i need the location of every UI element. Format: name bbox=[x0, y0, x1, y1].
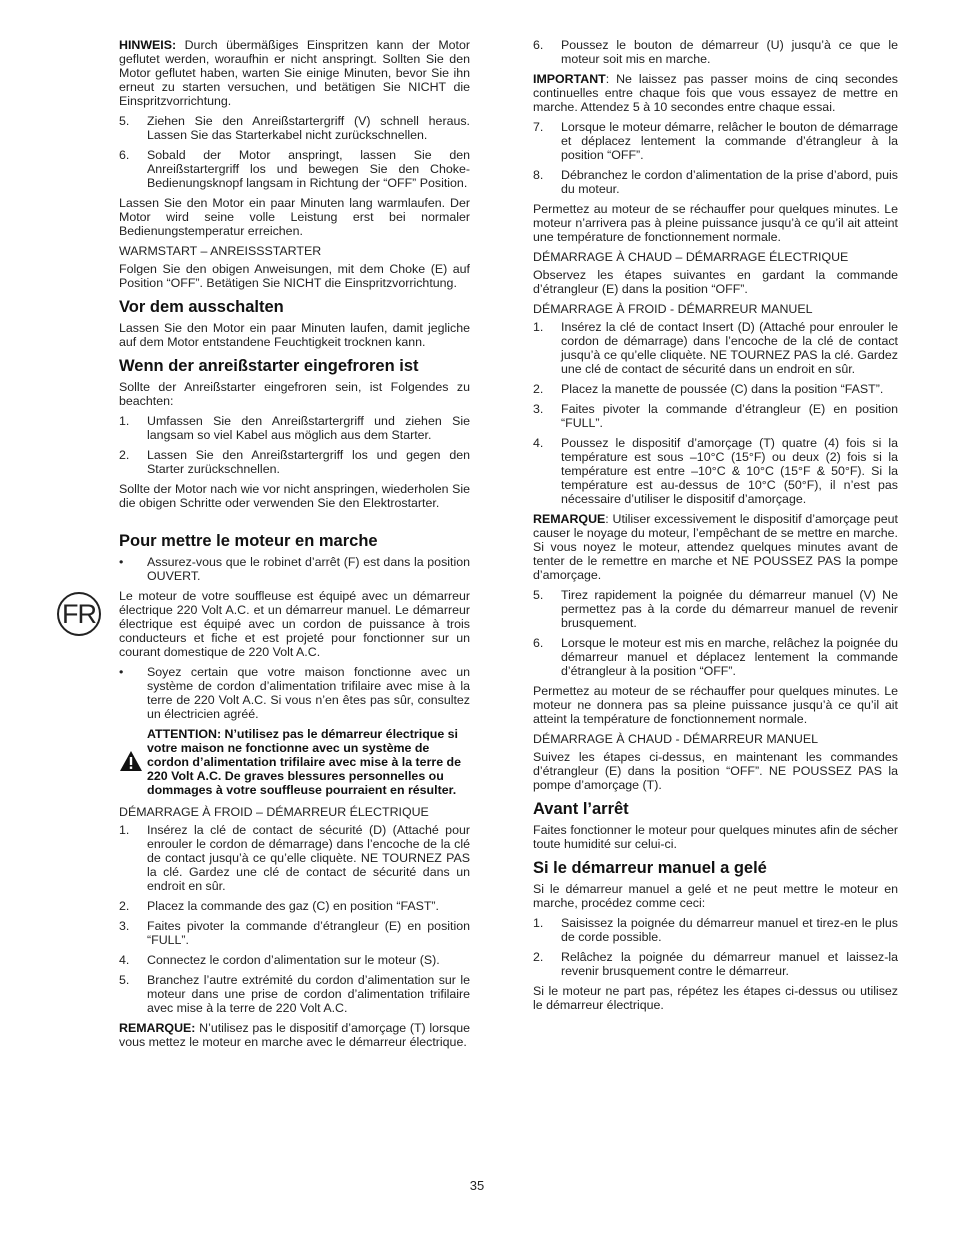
list-item: 2. Placez la manette de poussée (C) dans la position “FAST”. bbox=[533, 382, 884, 396]
page-number: 35 bbox=[469, 1178, 485, 1193]
steps-mid bbox=[533, 120, 898, 196]
list-item: 2. Relâchez la poignée du démarreur manuel et laissez-la revenir brusquement contre le démarreur. bbox=[533, 950, 898, 978]
left-column bbox=[119, 38, 470, 1055]
language-badge: FR bbox=[57, 592, 101, 636]
list-item: 2. Lassen Sie den Anreißstartergriff los und gegen den Starter zurückschnellen. bbox=[119, 448, 470, 476]
ausschalten-paragraph: Lassen Sie den Motor ein paar Minuten laufen, damit jegliche auf dem Motor entstandene Feuchtigkeit trocknen kann. bbox=[119, 321, 470, 349]
list-item: 6. Poussez le bouton de démarreur (U) jusqu’à ce que le moteur soit mis en marche. bbox=[533, 38, 898, 66]
marche-bullets-2 bbox=[119, 665, 470, 721]
warmup-paragraph: Lassen Sie den Motor ein paar Minuten lang warmlaufen. Der Motor wird seine volle Leistung erst bei normaler Bedienungstemperatur erreichen. bbox=[119, 196, 470, 238]
eingefroren-outro: Sollte der Motor nach wie vor nicht anspringen, wiederholen Sie die obigen Schritte oder verwenden Sie den Elektrostarter. bbox=[119, 482, 470, 510]
list-item: 8. Débranchez le cordon d’alimentation de la prise d’abord, puis du moteur. bbox=[533, 168, 898, 196]
gele-outro: Si le moteur ne part pas, répétez les étapes ci-dessus ou utilisez le démarreur électrique. bbox=[533, 984, 898, 1012]
list-item: • Assurez-vous que le robinet d’arrêt (F) est dans la position OUVERT. bbox=[119, 555, 470, 583]
hinweis-paragraph bbox=[119, 38, 470, 108]
arret-paragraph: Faites fonctionner le moteur pour quelques minutes afin de sécher toute humidité sur celui-ci. bbox=[533, 823, 898, 851]
hot-electric-paragraph: Observez les étapes suivantes en gardant la commande d’étrangleur (E) dans la position “OFF”. bbox=[533, 268, 898, 296]
warmstart-paragraph: Folgen Sie den obigen Anweisungen, mit dem Choke (E) auf Position “OFF”. Betätigen Sie NICHT die Einspritzvorrichtung. bbox=[119, 262, 470, 290]
warm-paragraph: Permettez au moteur de se réchauffer pour quelques minutes. Le moteur n’arrivera pas à pleine puissance jusqu’à ce qu’il ait atteint une température de fonctionnement normale. bbox=[533, 202, 898, 244]
list-item: 1. Insérez la clé de contact Insert (D) (Attaché pour enrouler le cordon de démarrage) dans l’encoche de la clé de contact jusqu’à ce qu’elle cliquète. NE TOURNEZ PAS la clé. Gardez une clé de contact de sécurité dans un endroit en sûr. bbox=[533, 320, 898, 376]
marche-paragraph: Le moteur de votre souffleuse est équipé avec un démarreur électrique 220 Volt A.C. et un démarreur manuel. Le démarreur électrique est équipé avec un cordon de puissance à trois conducteurs et fiche et est projeté pour fonctionner sur un courant domestique de 220 Volt A.C. bbox=[119, 589, 470, 659]
list-item: 1. Umfassen Sie den Anreißstartergriff und ziehen Sie langsam so viel Kabel aus möglich aus dem Starter. bbox=[119, 414, 470, 442]
bullet-icon: • bbox=[119, 665, 124, 679]
section-title-marche: Pour mettre le moteur en marche bbox=[119, 532, 378, 550]
warmstart-heading: WARMSTART – ANREISSSTARTER bbox=[119, 244, 322, 258]
list-item: 3. Faites pivoter la commande d’étrangleur (E) en position “FULL”. bbox=[533, 402, 898, 430]
list-item: 5. Tirez rapidement la poignée du démarreur manuel (V) Ne permettez pas à la corde du démarreur manuel de revenir brusquement. bbox=[533, 588, 898, 630]
section-title-arret: Avant l’arrêt bbox=[533, 800, 629, 818]
list-item: • Soyez certain que votre maison fonctionne avec un système de cordon d’alimentation trifilaire avec mise à la terre de 220 Volt A.C. Si vous n’en êtes pas sûr, consultez un électricien agréé. bbox=[119, 665, 470, 721]
list-item: 1. Insérez la clé de contact de sécurité (D) (Attaché pour enrouler le cordon de démarrage) dans l’encoche de la clé de contact jusqu’à ce qu’elle cliquète. NE TOURNEZ PAS la clé. Gardez une clé de contact de sécurité dans un endroit en sûr. bbox=[119, 823, 470, 893]
section-title-gele: Si le démarreur manuel a gelé bbox=[533, 859, 767, 877]
hot-manual-heading: DÉMARRAGE À CHAUD - DÉMARREUR MANUEL bbox=[533, 732, 819, 746]
section-title-ausschalten: Vor dem ausschalten bbox=[119, 298, 284, 316]
important-paragraph: IMPORTANT: Ne laissez pas passer moins de cinq secondes continuelles entre chaque fois que vous essayez de mettre en marche. Attendez 5 à 10 secondes entre chaque essai. bbox=[533, 72, 898, 114]
list-item: 2. Placez la commande des gaz (C) en position “FAST”. bbox=[119, 899, 439, 913]
list-item: 7. Lorsque le moteur démarre, relâcher le bouton de démarrage et déplacez lentement la commande d’étrangleur à la position “OFF”. bbox=[533, 120, 898, 162]
hinweis-text: Durch übermäßiges Einspritzen kann der Motor geflutet werden, woraufhin er nicht anspringt. Sollten Sie den Motor geflutet haben, warten Sie einige Minuten, bevor Sie ihn erneut zu starten versuchen, und betätigen Sie NICHT die Einspritzvorrichtung. bbox=[119, 38, 470, 108]
remarque-paragraph: REMARQUE: N’utilisez pas le dispositif d’amorçage (T) lorsque vous mettez le moteur en marche avec le démarreur électrique. bbox=[119, 1021, 470, 1049]
warm-paragraph-2: Permettez au moteur de se réchauffer pour quelques minutes. Le moteur ne donnera pas sa pleine puissance jusqu’à ce qu’il ait atteint la température de fonctionnement normale. bbox=[533, 684, 898, 726]
hot-electric-heading: DÉMARRAGE À CHAUD – DÉMARRAGE ÉLECTRIQUE bbox=[533, 250, 849, 264]
attention-block bbox=[119, 727, 470, 797]
list-item: 3. Faites pivoter la commande d’étrangleur (E) en position “FULL”. bbox=[119, 919, 470, 947]
list-item: 1. Saisissez la poignée du démarreur manuel et tirez-en le plus de corde possible. bbox=[533, 916, 898, 944]
gele-steps bbox=[533, 916, 898, 978]
list-item: 6. Sobald der Motor anspringt, lassen Sie den Anreißstartergriff los und bewegen Sie den Choke-Bedienungsknopf langsam in Richtung der “OFF” Position. bbox=[119, 148, 470, 190]
list-item: 4. Poussez le dispositif d’amorçage (T) quatre (4) fois si la température est sous –10°C (15°F) ou deux (2) fois si la température est entre –10°C & 10°C (15°F & 50°F). Si la température est au-dessus de 10°C (50°F), il n’est pas nécessaire d’utiliser le dispositif d’amorçage. bbox=[533, 436, 898, 506]
cold-electric-steps bbox=[119, 823, 470, 1015]
hinweis-label: HINWEIS: bbox=[119, 38, 177, 52]
eingefroren-steps bbox=[119, 414, 470, 476]
attention-text: ATTENTION: N’utilisez pas le démarreur électrique si votre maison ne fonctionne avec un système de cordon d’alimentation trifilaire avec mise à la terre de 220 Volt A.C. De graves blessures personnelles ou dommages à votre souffleuse pourraient en résulter. bbox=[147, 727, 462, 797]
marche-bullets-1 bbox=[119, 555, 470, 583]
cold-electric-heading: DÉMARRAGE À FROID – DÉMARREUR ÉLECTRIQUE bbox=[119, 805, 429, 819]
list-item: 4. Connectez le cordon d’alimentation sur le moteur (S). bbox=[119, 953, 440, 967]
hot-manual-paragraph: Suivez les étapes ci-dessus, en maintenant les commandes d’étrangleur (E) dans la position “OFF”. NE POUSSEZ PAS la pompe d’amorçage (T). bbox=[533, 750, 898, 792]
gele-intro: Si le démarreur manuel a gelé et ne peut mettre le moteur en marche, procédez comme ceci: bbox=[533, 882, 898, 910]
cold-manual-steps bbox=[533, 320, 898, 506]
cold-manual-heading: DÉMARRAGE À FROID - DÉMARREUR MANUEL bbox=[533, 302, 813, 316]
steps-top bbox=[533, 38, 898, 66]
list-item: 5. Branchez l’autre extrémité du cordon d’alimentation sur le moteur dans une prise de cordon d’alimentation trifilaire avec mise à la terre de 220 Volt A.C. bbox=[119, 973, 470, 1015]
section-title-eingefroren: Wenn der anreißstarter eingefroren ist bbox=[119, 357, 419, 375]
eingefroren-intro: Sollte der Anreißstarter eingefroren sein, ist Folgendes zu beachten: bbox=[119, 380, 470, 408]
right-column bbox=[533, 38, 898, 1018]
list-item: 5. Ziehen Sie den Anreißstartergriff (V) schnell heraus. Lassen Sie das Starterkabel nicht zurückschnellen. bbox=[119, 114, 470, 142]
remarque2-paragraph: REMARQUE: Utiliser excessivement le dispositif d’amorçage peut causer le noyage du moteur, l’empêchant de se mettre en marche. Si vous noyez le moteur, attendez quelques minutes avant de tenter de le remettre en marche et NE POUSSEZ PAS la pompe d’amorçage. bbox=[533, 512, 898, 582]
steps-list-a bbox=[119, 114, 470, 190]
cold-manual-steps-2 bbox=[533, 588, 898, 678]
list-item: 6. Lorsque le moteur est mis en marche, relâchez la poignée du démarreur manuel et déplacez lentement la commande d’étrangleur à la position “OFF”. bbox=[533, 636, 898, 678]
bullet-icon: • bbox=[119, 555, 124, 569]
warning-triangle-icon bbox=[119, 750, 147, 774]
